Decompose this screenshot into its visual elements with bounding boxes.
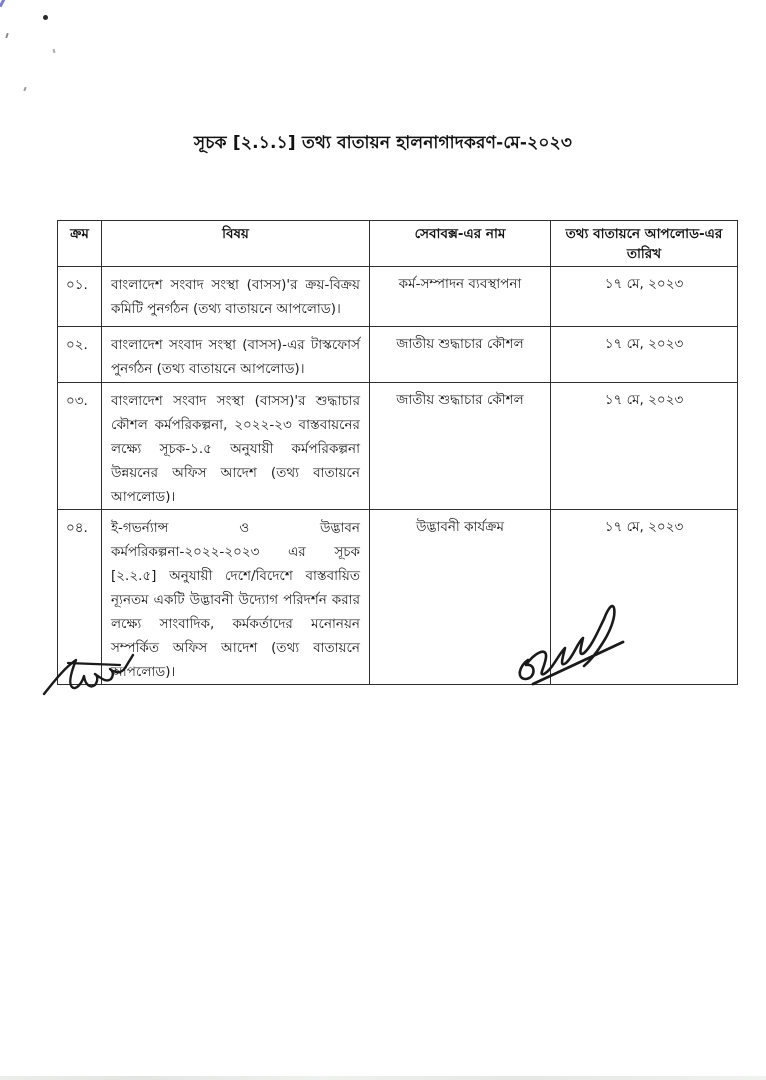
subject-cell: ই-গভর্ন্যান্স ও উদ্ভাবন কর্মপরিকল্পনা-২০২২-২০২৩ এর সূচক [২.২.৫] অনুযায়ী দেশে/বিদেশে বাস্তবায়িত ন্যূনতম একটি উদ্ভাবনী উদ্যোগ পরিদর্শন করার লক্ষ্যে সাংবাদিক, কর্মকর্তাদের মনোনয়ন সম্পর্কিত অফিস আদেশ (তথ্য বাতায়নে আপলোড)। [102,510,370,685]
table-header-row [58,221,738,267]
column-header-upload-date: তথ্য বাতায়নে আপলোড-এর তারিখ [551,221,738,267]
upload-date-cell: ১৭ মে, ২০২৩ [551,510,738,685]
upload-date-cell: ১৭ মে, ২০২৩ [551,383,738,510]
subject-cell: বাংলাদেশ সংবাদ সংস্থা (বাসস)-এর টাস্কফোর্স পুনর্গঠন (তথ্য বাতায়নে আপলোড)। [102,327,370,383]
scan-speck [5,33,8,38]
table-row [58,267,738,327]
table-row [58,510,738,685]
column-header-serial: ক্রম [58,221,102,267]
service-box-cell: জাতীয় শুদ্ধাচার কৌশল [370,327,551,383]
scan-corner-mark [0,0,13,11]
serial-cell: ০১. [58,267,102,327]
scan-speck [53,49,56,53]
scan-bottom-edge [0,1076,766,1080]
subject-cell: বাংলাদেশ সংবাদ সংস্থা (বাসস)'র ক্রয়-বিক্রয় কমিটি পুনর্গঠন (তথ্য বাতায়নে আপলোড)। [102,267,370,327]
table-row [58,383,738,510]
subject-cell: বাংলাদেশ সংবাদ সংস্থা (বাসস)'র শুদ্ধাচার কৌশল কর্মপরিকল্পনা, ২০২২-২৩ বাস্তবায়নের লক্ষ্যে সূচক-১.৫ অনুযায়ী কর্মপরিকল্পনা উন্নয়নের অফিস আদেশ (তথ্য বাতায়নে আপলোড)। [102,383,370,510]
column-header-subject: বিষয় [102,221,370,267]
service-box-cell: জাতীয় শুদ্ধাচার কৌশল [370,383,551,510]
table-row [58,327,738,383]
page-title: সূচক [২.১.১] তথ্য বাতায়ন হালনাগাদকরণ-মে-২০২৩ [193,133,573,153]
serial-cell: ০৪. [58,510,102,685]
scan-speck [23,87,26,91]
upload-date-cell: ১৭ মে, ২০২৩ [551,327,738,383]
service-box-cell: উদ্ভাবনী কার্যক্রম [370,510,551,685]
column-header-service-box: সেবাবক্স-এর নাম [370,221,551,267]
scan-speck [43,15,48,20]
upload-date-cell: ১৭ মে, ২০২৩ [551,267,738,327]
upload-report-table [57,220,738,685]
serial-cell: ০৩. [58,383,102,510]
service-box-cell: কর্ম-সম্পাদন ব্যবস্থাপনা [370,267,551,327]
serial-cell: ০২. [58,327,102,383]
